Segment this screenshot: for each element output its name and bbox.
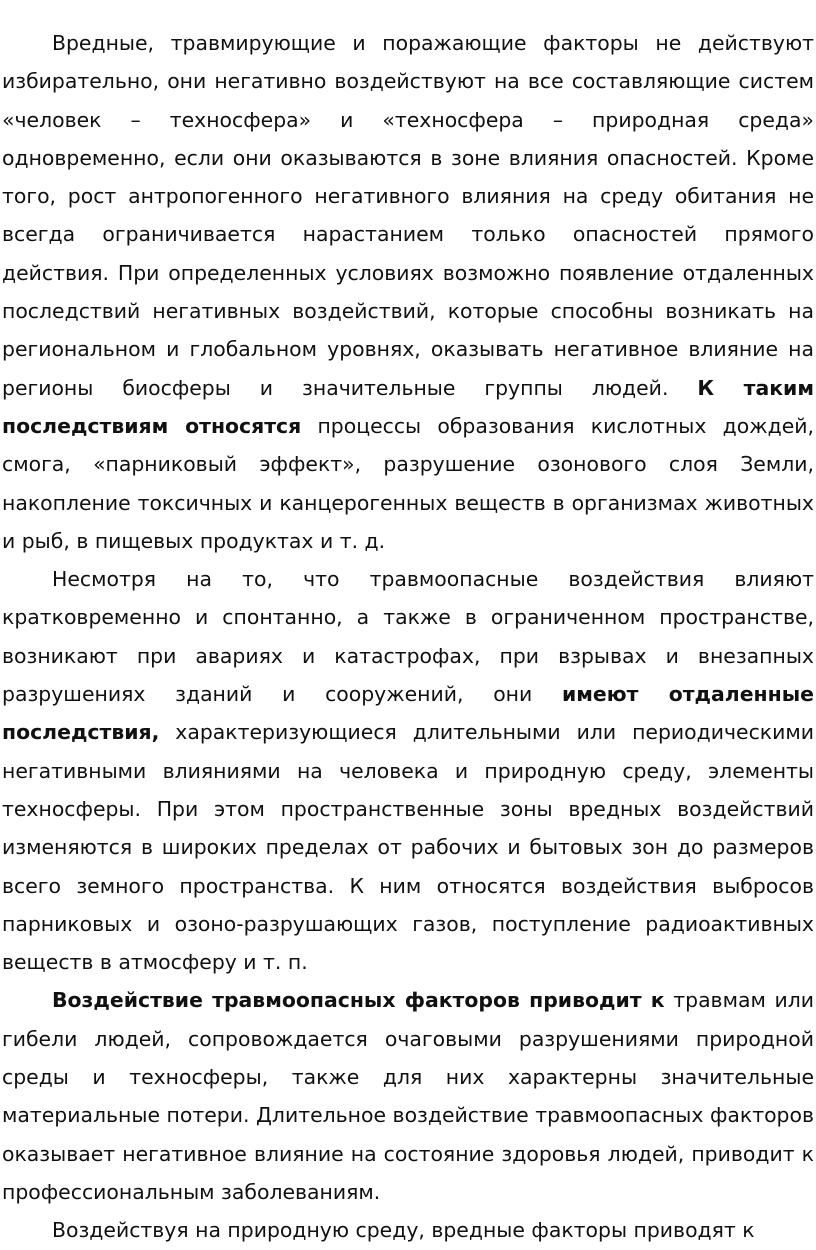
paragraph-3 — [2, 981, 814, 1211]
paragraph-text: Воздействуя на природную среду, вредные факторы приводят к — [52, 1218, 755, 1243]
paragraph-4 — [2, 1211, 814, 1249]
paragraph-text: характеризующиеся длительными или периодическими негативными влияниями на человека и природную среду, элементы техносферы. При этом пространственные зоны вредных воздействий изменяются в широких пределах от рабочих и бытовых зон до размеров всего земного пространства. К ним относятся воздействия выбросов парниковых и озоно-разрушающих газов, поступление радиоактивных веществ в атмосферу и т. п. — [2, 720, 814, 975]
document-page — [0, 24, 816, 1250]
bold-phrase: К таким последствиям относятся — [2, 375, 815, 438]
bold-phrase: Воздействие травмоопасных факторов приводит к — [52, 988, 665, 1013]
paragraph-text: Вредные, травмирующие и поражающие факторы не действуют избирательно, они негативно воздействуют на все составляющие систем «человек – техносфера» и «техносфера – природная среда» одновременно, если они оказываются в зоне влияния опасностей. Кроме того, рост антропогенного негативного влияния на среду обитания не всегда ограничивается нарастанием только опасностей прямого действия. При определенных условиях возможно появление отдаленных последствий негативных воздействий, которые способны возникать на региональном и глобальном уровнях, оказывать негативное влияние на регионы биосферы и значительные группы людей. — [2, 31, 814, 400]
paragraph-1 — [2, 24, 814, 560]
paragraph-text: процессы образования кислотных дождей, смога, «парниковый эффект», разрушение озонового слоя Земли, накопление токсичных и канцерогенных веществ в организмах животных и рыб, в пищевых продуктах и т. д. — [2, 413, 814, 553]
paragraph-text: травмам или гибели людей, сопровождается очаговыми разрушениями природной среды и техносферы, также для них характерны значительные материальные потери. Длительное воздействие травмоопасных факторов оказывает негативное влияние на состояние здоровья людей, приводит к профессиональным заболеваниям. — [2, 988, 814, 1204]
bold-phrase: имеют отдаленные последствия, — [2, 682, 814, 745]
paragraph-text: Несмотря на то, что травмоопасные воздействия влияют кратковременно и спонтанно, а также в ограниченном пространстве, возникают при авариях и катастрофах, при взрывах и внезапных разрушениях зданий и сооружений, они — [2, 567, 814, 707]
paragraph-2 — [2, 560, 814, 981]
